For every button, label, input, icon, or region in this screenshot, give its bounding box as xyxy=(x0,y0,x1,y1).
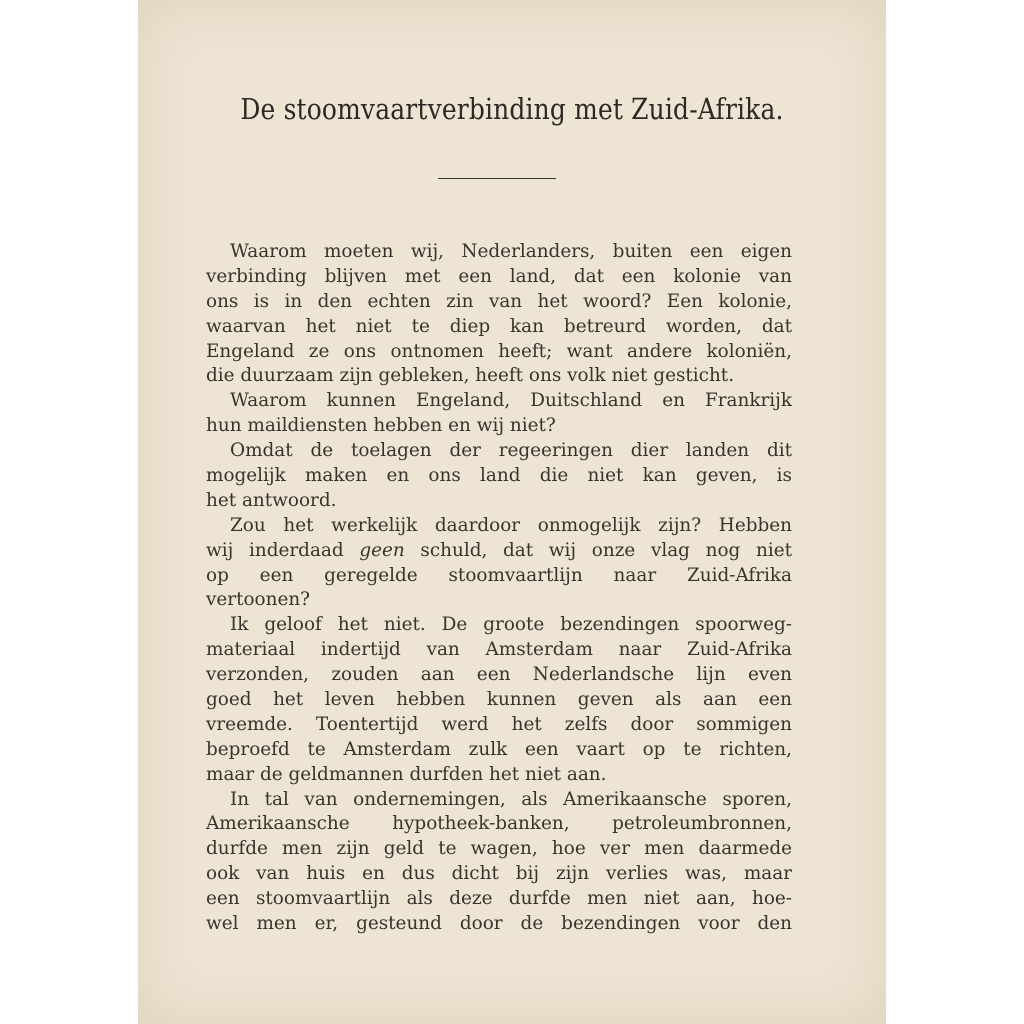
text-line: verbinding blijven met een land, dat een kolonie van xyxy=(206,265,792,287)
text-line: beproefd te Amsterdam zulk een vaart op te richten, xyxy=(206,738,792,760)
body-text xyxy=(206,240,792,937)
text-line: mogelijk maken en ons land die niet kan geven, is xyxy=(206,465,792,487)
text-line: maar de geldmannen durfden het niet aan. xyxy=(206,763,607,785)
text-line: wij inderdaad geen schuld, dat wij onze vlag nog niet xyxy=(206,539,792,561)
text-line: op een geregelde stoomvaartlijn naar Zuid-Afrika xyxy=(206,564,792,586)
text-line: Waarom moeten wij, Nederlanders, buiten een eigen xyxy=(230,241,792,262)
text-line: ons is in den echten zin van het woord? Een kolonie, xyxy=(206,290,792,312)
text-line: het antwoord. xyxy=(206,489,337,511)
emphasized-word: geen xyxy=(359,539,405,561)
text-line: In tal van ondernemingen, als Amerikaansche sporen, xyxy=(230,788,792,810)
title-divider xyxy=(438,178,556,179)
text-line: wel men er, gesteund door de bezendingen voor den xyxy=(206,913,792,935)
text-line: ook van huis en dus dicht bij zijn verlies was, maar xyxy=(206,863,792,885)
text-line: een stoomvaartlijn als deze durfde men niet aan, hoe- xyxy=(206,888,792,910)
text-line: Engeland ze ons ontnomen heeft; want andere koloniën, xyxy=(206,340,792,362)
text-line: waarvan het niet te diep kan betreurd worden, dat xyxy=(206,315,792,337)
book-page xyxy=(138,0,886,1024)
text-line: die duurzaam zijn gebleken, heeft ons volk niet gesticht. xyxy=(206,365,735,387)
text-line: verzonden, zouden aan een Nederlandsche lijn even xyxy=(206,664,792,686)
text-line: Omdat de toelagen der regeeringen dier landen dit xyxy=(230,440,792,462)
text-line: Waarom kunnen Engeland, Duitschland en Frankrijk xyxy=(230,390,792,412)
text-line: vreemde. Toentertijd werd het zelfs door sommigen xyxy=(206,713,792,735)
text-line: materiaal indertijd van Amsterdam naar Zuid-Afrika xyxy=(206,639,792,661)
text-line: vertoonen? xyxy=(206,589,311,611)
text-line: Zou het werkelijk daardoor onmogelijk zijn? Hebben xyxy=(230,514,792,536)
text-line: hun maildiensten hebben en wij niet? xyxy=(206,415,556,437)
chapter-title: De stoomvaartverbinding met Zuid-Afrika. xyxy=(240,92,784,126)
text-line: Amerikaansche hypotheek-banken, petroleumbronnen, xyxy=(206,813,792,835)
text-line: goed het leven hebben kunnen geven als aan een xyxy=(206,689,792,711)
text-line: Ik geloof het niet. De groote bezendingen spoorweg- xyxy=(230,614,792,636)
text-line: durfde men zijn geld te wagen, hoe ver men daarmede xyxy=(206,838,792,860)
